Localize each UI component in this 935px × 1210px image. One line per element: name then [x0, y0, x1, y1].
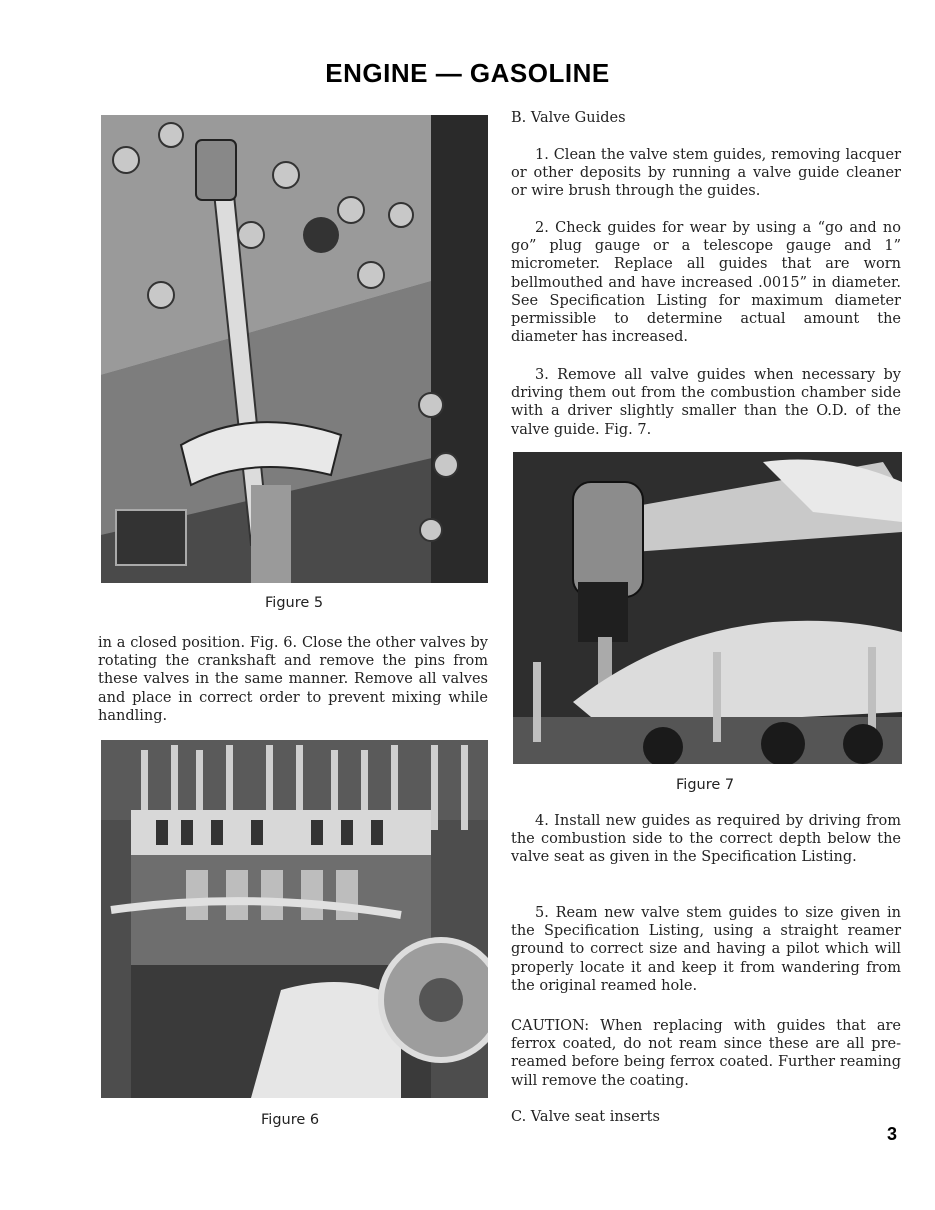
step-4-paragraph: 4. Install new guides as required by driving from the combustion side to the correct depth below the valve seat as given in the Specification Listing.: [511, 813, 901, 866]
section-c-heading: C. Valve seat inserts: [511, 1109, 660, 1125]
step-5-paragraph: 5. Ream new valve stem guides to size given in the Specification Listing, using a straight reamer ground to correct size and having a pilot which will properly locate it and keep it from wandering from the original reamed hole.: [511, 905, 901, 994]
step-1-paragraph: 1. Clean the valve stem guides, removing lacquer or other deposits by running a valve guide cleaner or wire brush through the guides.: [511, 147, 901, 200]
caution-paragraph: CAUTION: When replacing with guides that are ferrox coated, do not ream since these are all pre-reamed before being ferrox coated. Further reaming will remove the coating.: [511, 1018, 901, 1089]
figure-5-photo: [101, 115, 488, 583]
page-number: 3: [886, 1124, 897, 1144]
figure-7-caption: Figure 7: [676, 777, 735, 793]
step-2-paragraph: 2. Check guides for wear by using a “go and no go” plug gauge or a telescope gauge and 1” micrometer. Replace all guides that are worn bellmouthed and have increased .0015” in diameter. See Specification Listing for maximum diameter permissible to determine actual amount the diameter has increased.: [511, 220, 901, 346]
figure-7-photo: [513, 452, 902, 764]
section-b-heading: B. Valve Guides: [511, 110, 626, 126]
figure-5-caption: Figure 5: [265, 595, 324, 611]
figure-6-caption: Figure 6: [261, 1112, 320, 1128]
step-3-paragraph: 3. Remove all valve guides when necessary by driving them out from the combustion chamber side with a driver slightly smaller than the O.D. of the valve guide. Fig. 7.: [511, 367, 901, 438]
page-title: ENGINE — GASOLINE: [325, 58, 610, 88]
continuation-paragraph: in a closed position. Fig. 6. Close the other valves by rotating the crankshaft and remove the pins from these valves in the same manner. Remove all valves and place in correct order to prevent mixing while handling.: [98, 635, 488, 724]
figure-6-photo: [101, 740, 488, 1098]
